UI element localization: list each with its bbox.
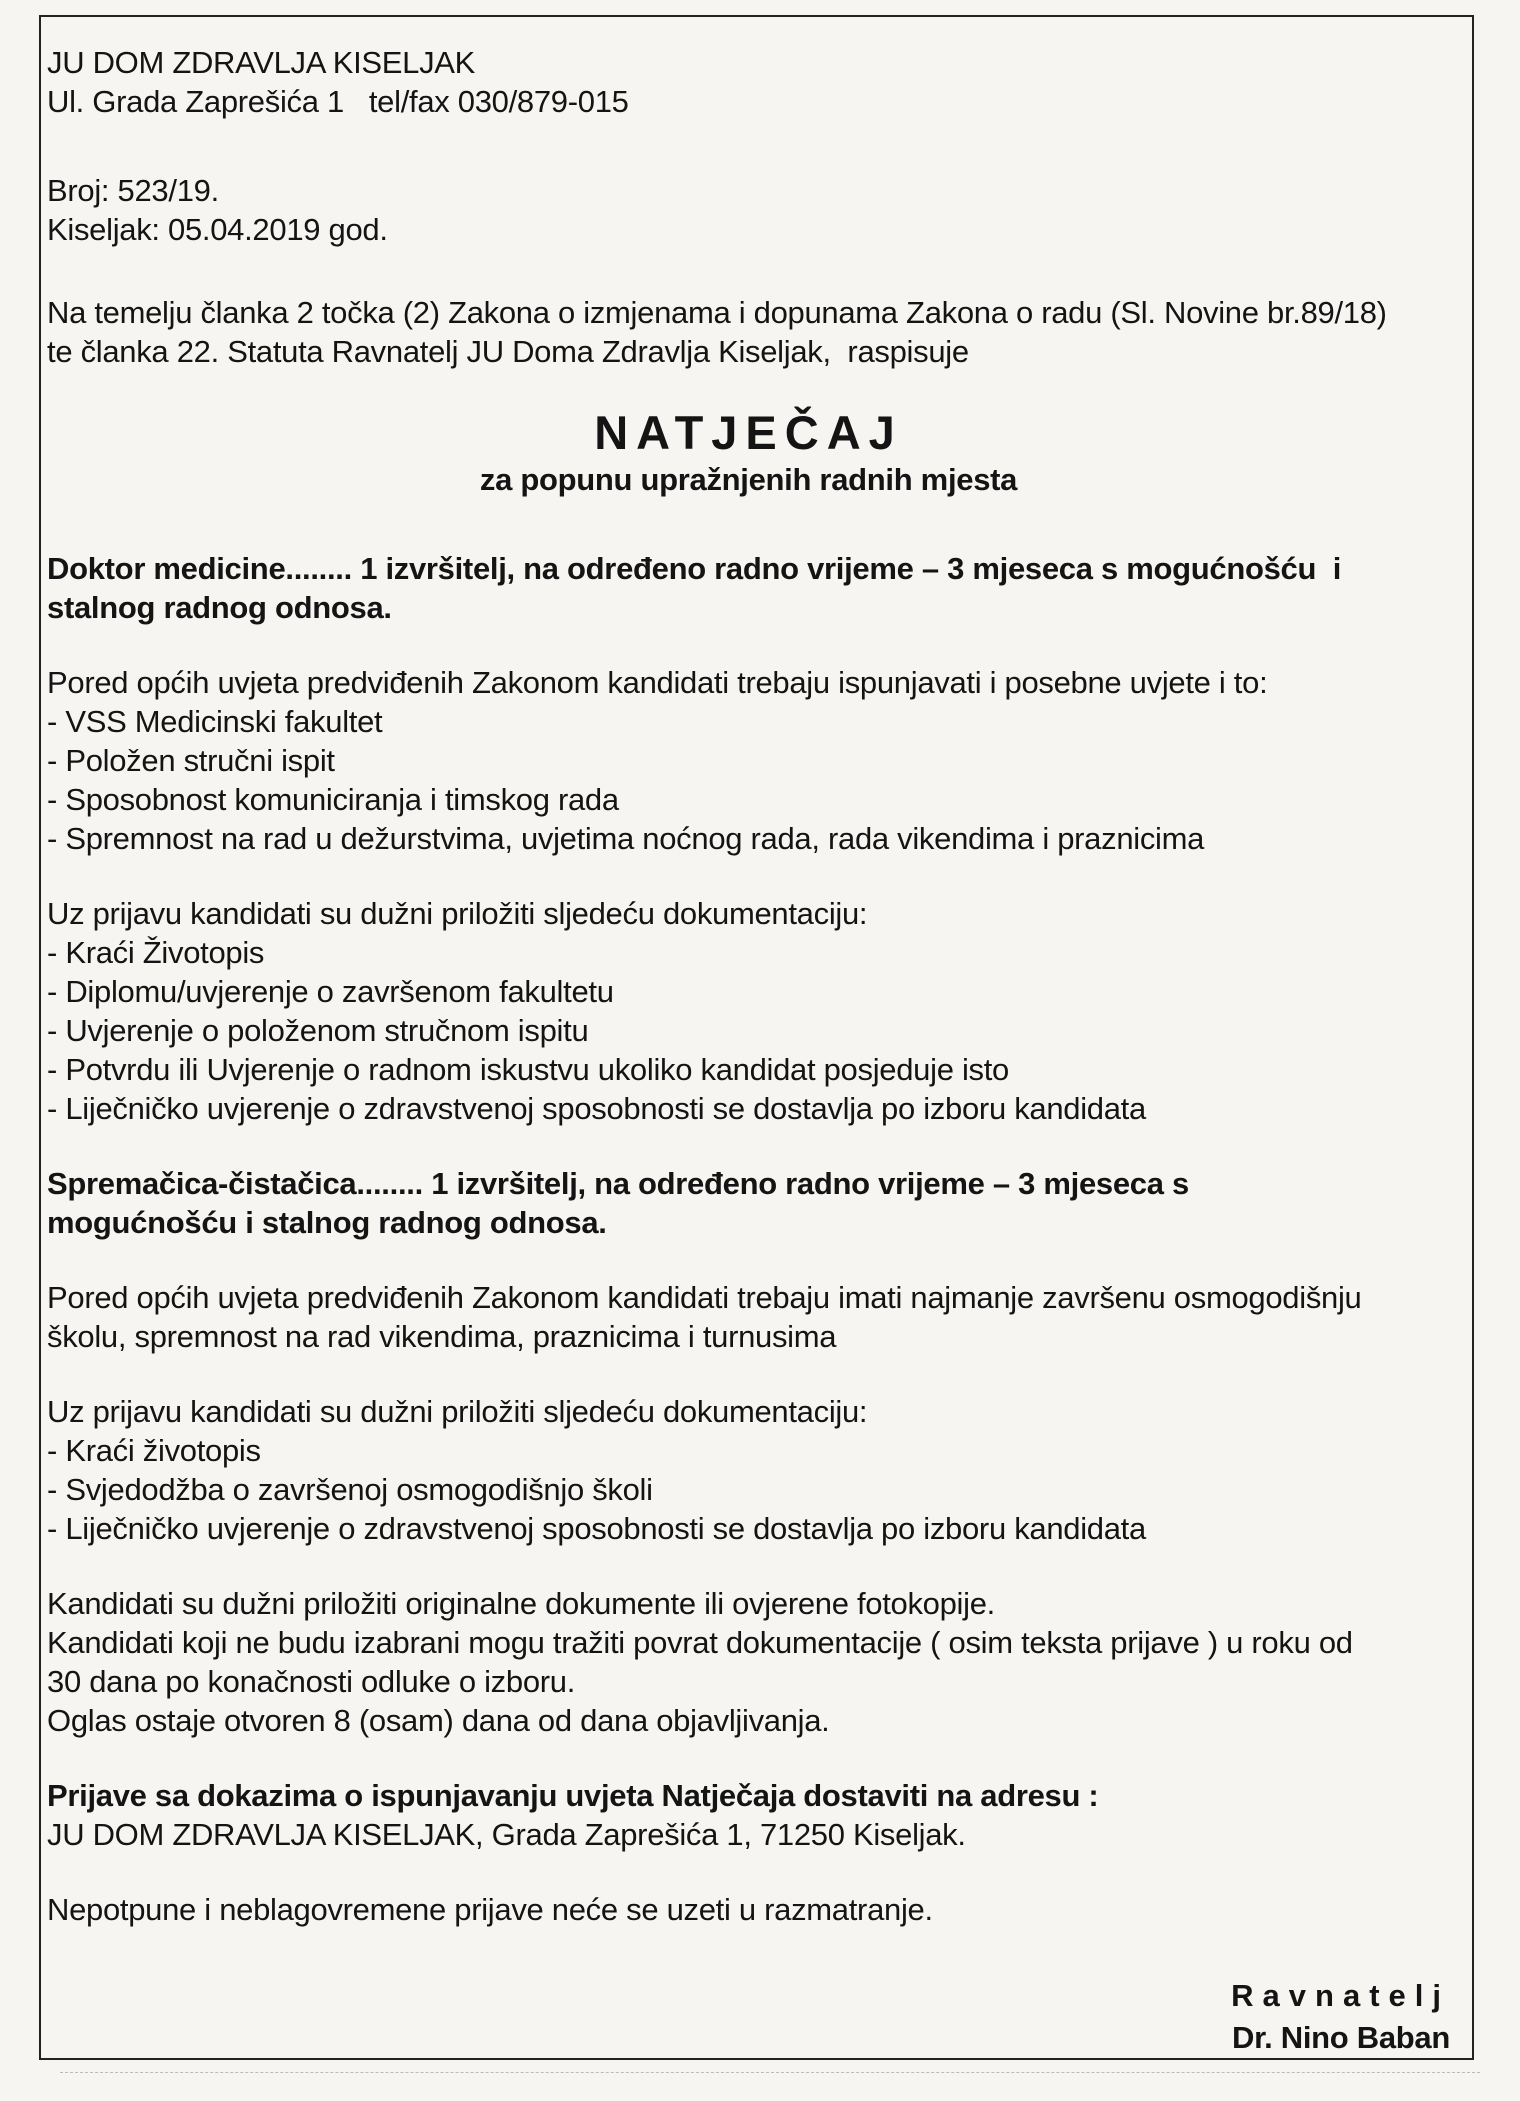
- position-heading: Spremačica-čistačica........ 1 izvršitelj, na određeno radno vrijeme – 3 mjeseca s: [47, 1166, 1189, 1201]
- general-note: Kandidati koji ne budu izabrani mogu tražiti povrat dokumentacije ( osim teksta prijave ) u roku od: [47, 1625, 1353, 1660]
- general-note: Oglas ostaje otvoren 8 (osam) dana od dana objavljivanja.: [47, 1703, 830, 1738]
- conditions-text: školu, spremnost na rad vikendima, praznicima i turnusima: [47, 1319, 837, 1354]
- announcement-frame: [39, 15, 1474, 2060]
- org-address: Ul. Grada Zaprešića 1 tel/fax 030/879-015: [47, 84, 629, 119]
- page-bottom-divider: [60, 2072, 1480, 2073]
- list-item: - Uvjerenje o položenom stručnom ispitu: [47, 1013, 589, 1048]
- list-item: - Kraći Životopis: [47, 935, 265, 970]
- org-name: JU DOM ZDRAVLJA KISELJAK: [47, 45, 476, 80]
- list-item: - Kraći životopis: [47, 1433, 261, 1468]
- list-item: - Sposobnost komuniciranja i timskog rada: [47, 782, 619, 817]
- intro-line: te članka 22. Statuta Ravnatelj JU Doma Zdravlja Kiseljak, raspisuje: [47, 334, 969, 369]
- signature-block: [47, 1975, 1450, 2059]
- signature-name: Dr. Nino Baban: [1232, 2020, 1450, 2055]
- conditions-intro: Pored općih uvjeta predviđenih Zakonom kandidati trebaju ispunjavati i posebne uvjete i to:: [47, 665, 1268, 700]
- list-item: - Diplomu/uvjerenje o završenom fakultetu: [47, 974, 614, 1009]
- list-item: - Liječničko uvjerenje o zdravstvenoj sposobnosti se dostavlja po izboru kandidata: [47, 1091, 1146, 1126]
- documents-intro: Uz prijavu kandidati su dužni priložiti sljedeću dokumentaciju:: [47, 1394, 868, 1429]
- closing-note: Nepotpune i neblagovremene prijave neće se uzeti u razmatranje.: [47, 1892, 933, 1927]
- signature-role: Ravnatelj: [1231, 1978, 1450, 2013]
- position-heading: stalnog radnog odnosa.: [47, 590, 392, 625]
- reference-number: Broj: 523/19.: [47, 173, 219, 208]
- general-note: Kandidati su dužni priložiti originalne dokumente ili ovjerene fotokopije.: [47, 1586, 995, 1621]
- position-heading: Doktor medicine........ 1 izvršitelj, na određeno radno vrijeme – 3 mjeseca s mogućnošću i: [47, 551, 1342, 586]
- conditions-text: Pored općih uvjeta predviđenih Zakonom kandidati trebaju imati najmanje završenu osmogodišnju: [47, 1280, 1362, 1315]
- position-heading: mogućnošću i stalnog radnog odnosa.: [47, 1205, 607, 1240]
- place-date: Kiseljak: 05.04.2019 god.: [47, 212, 388, 247]
- list-item: - Potvrdu ili Uvjerenje o radnom iskustvu ukoliko kandidat posjeduje isto: [47, 1052, 1009, 1087]
- announcement-body: [47, 43, 1450, 2059]
- general-note: 30 dana po konačnosti odluke o izboru.: [47, 1664, 576, 1699]
- documents-intro: Uz prijavu kandidati su dužni priložiti sljedeću dokumentaciju:: [47, 896, 868, 931]
- page-subtitle: za popunu upražnjenih radnih mjesta: [479, 462, 1018, 497]
- title-block: [47, 405, 1450, 499]
- list-item: - Svjedodžba o završenoj osmogodišnjo školi: [47, 1472, 653, 1507]
- list-item: - Spremnost na rad u dežurstvima, uvjetima noćnog rada, rada vikendima i praznicima: [47, 821, 1205, 856]
- list-item: - Položen stručni ispit: [47, 743, 335, 778]
- list-item: - VSS Medicinski fakultet: [47, 704, 383, 739]
- list-item: - Liječničko uvjerenje o zdravstvenoj sposobnosti se dostavlja po izboru kandidata: [47, 1511, 1146, 1546]
- submission-heading: Prijave sa dokazima o ispunjavanju uvjeta Natječaja dostaviti na adresu :: [47, 1778, 1099, 1813]
- page-title: NATJEČAJ: [594, 406, 903, 459]
- intro-line: Na temelju članka 2 točka (2) Zakona o izmjenama i dopunama Zakona o radu (Sl. Novine br.89/18): [47, 295, 1387, 330]
- submission-address: JU DOM ZDRAVLJA KISELJAK, Grada Zaprešića 1, 71250 Kiseljak.: [47, 1817, 966, 1852]
